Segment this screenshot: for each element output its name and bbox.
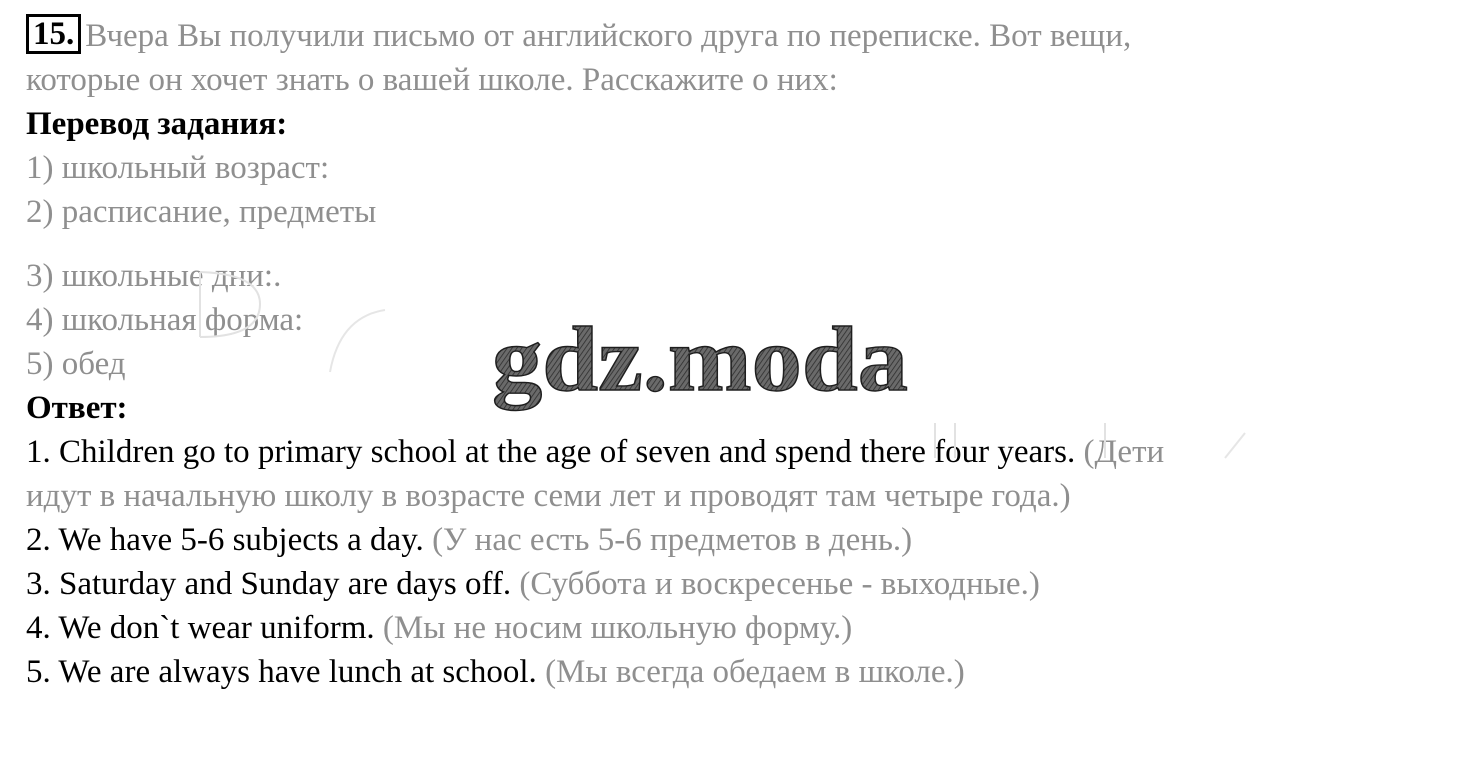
answer-item-3	[26, 562, 1446, 606]
answer-1-ru-start: (Дети	[1083, 434, 1165, 470]
answer-5-ru: (Мы всегда обедаем в школе.)	[545, 654, 965, 690]
watermark-logo	[488, 312, 918, 416]
ghost-watermark-left	[190, 262, 390, 382]
translation-item-3: 3) школьные дни:.	[26, 258, 282, 294]
task-text-1: Вчера Вы получили письмо от английского друга по переписке. Вот вещи,	[85, 18, 1132, 54]
translation-item-4: 4) школьная форма:	[26, 302, 304, 338]
task-line-1	[26, 14, 1446, 58]
translation-item-2: 2) расписание, предметы	[26, 194, 377, 230]
answer-5-en: 5. We are always have lunch at school.	[26, 654, 537, 690]
answer-3-ru: (Суббота и воскресенье - выходные.)	[519, 566, 1040, 602]
translation-item-5: 5) обед	[26, 346, 126, 382]
answer-3-en: 3. Saturday and Sunday are days off.	[26, 566, 512, 602]
answer-item-5	[26, 650, 1446, 694]
task-text-2: которые он хочет знать о вашей школе. Расскажите о них:	[26, 62, 838, 98]
answer-item-4	[26, 606, 1446, 650]
answer-4-ru: (Мы не носим школьную форму.)	[382, 610, 853, 646]
answer-4-en: 4. We don`t wear uniform.	[26, 610, 375, 646]
watermark-text: gdz.moda	[492, 312, 908, 410]
answer-heading: Ответ:	[26, 390, 128, 426]
answer-1-en: 1. Children go to primary school at the age of seven and spend there four years.	[26, 434, 1076, 470]
task-number-badge: 15.	[26, 14, 81, 54]
answer-1-ru-cont: идут в начальную школу в возрасте семи лет и проводят там четыре года.)	[26, 478, 1071, 514]
translation-heading: Перевод задания:	[26, 106, 288, 142]
answer-2-ru: (У нас есть 5-6 предметов в день.)	[432, 522, 913, 558]
answer-2-en: 2. We have 5-6 subjects a day.	[26, 522, 424, 558]
answer-item-2	[26, 518, 1446, 562]
ghost-watermark-right	[925, 418, 1265, 468]
translation-item-1: 1) школьный возраст:	[26, 150, 330, 186]
